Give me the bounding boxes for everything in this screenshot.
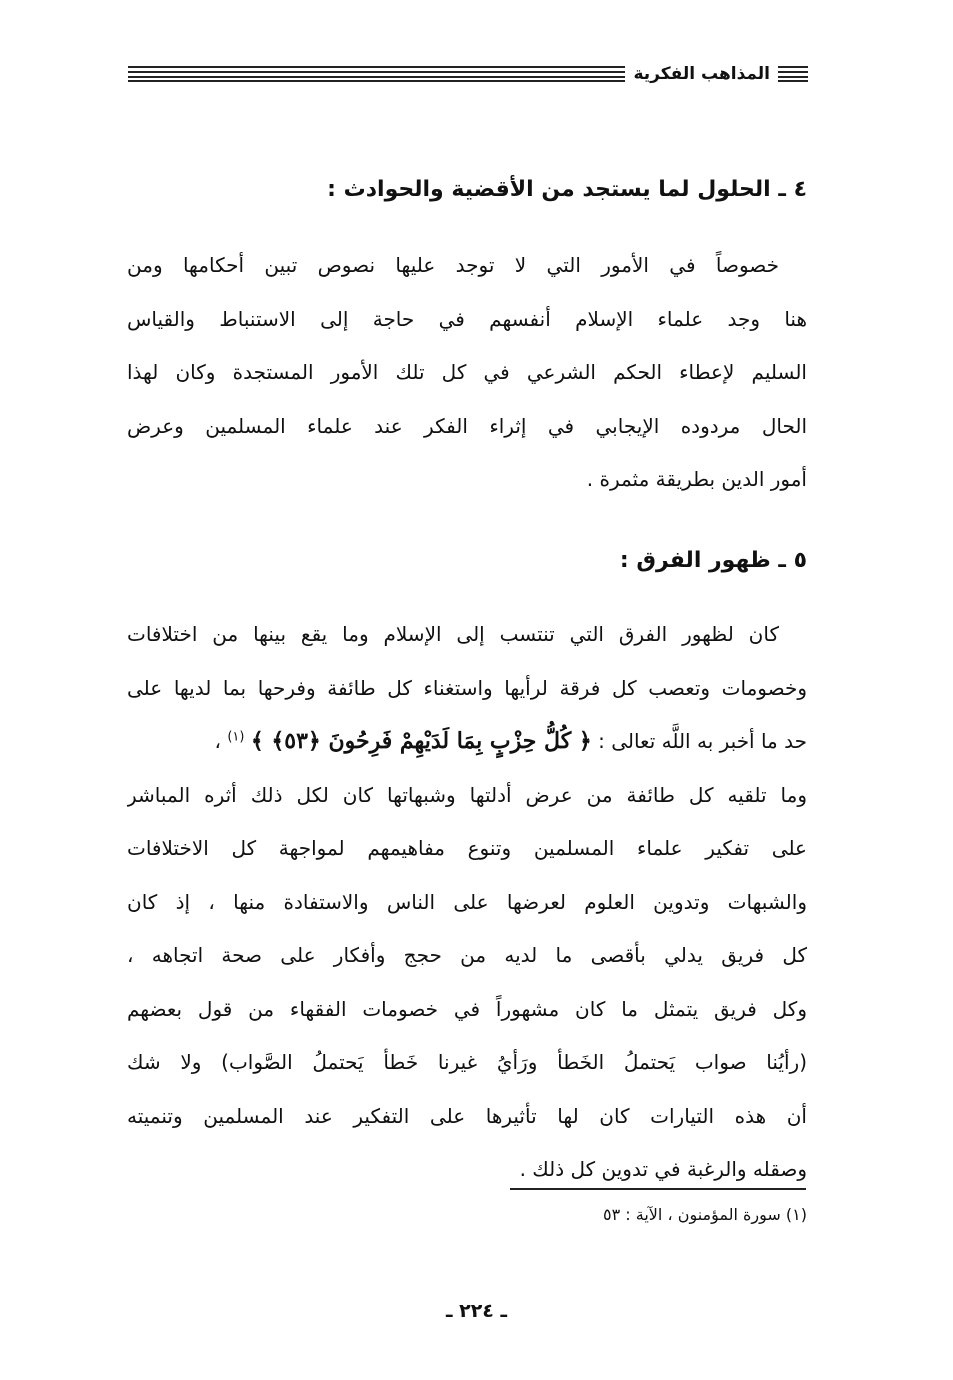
- ruled-lines-icon: [784, 66, 808, 82]
- section-5-heading: ٥ ـ ظهور الفرق :: [619, 548, 807, 573]
- paragraph-line: وخصومات وتعصب كل فرقة لرأيها واستغناء كل طائفة وفرحها بما لديها على: [127, 675, 807, 700]
- section-5: [127, 541, 807, 581]
- section-5-paragraph: [127, 608, 807, 1197]
- paragraph-line: (رأيُنا صواب يَحتملُ الخَطأ ورَأيُ غيرنا خَطأ يَحتملُ الصَّواب) ولا شك: [127, 1050, 807, 1074]
- paragraph-line: خصوصاً في الأمور التي لا توجد عليها نصوص تبين أحكامها ومن: [127, 253, 779, 277]
- paragraph-line: كان لظهور الفرق التي تنتسب إلى الإسلام وما يقع بينها من اختلافات: [127, 622, 779, 646]
- paragraph-line: وكل فريق يتمثل ما كان مشهوراً في خصومات الفقهاء من قول بعضهم: [127, 996, 807, 1021]
- paragraph-line: السليم لإعطاء الحكم الشرعي في كل تلك الأمور المستجدة وكان لهذا: [127, 360, 807, 384]
- section-4-paragraph: [127, 239, 807, 507]
- footnote-divider: [510, 1188, 806, 1190]
- paragraph-line-with-verse: [127, 715, 807, 769]
- paragraph-line: على تفكير علماء المسلمين وتنوع مفاهيمهم لمواجهة كل الاختلافات: [127, 836, 807, 860]
- paragraph-line: أن هذه التيارات كان لها تأثيرها على التفكير عند المسلمين وتنميته: [127, 1103, 807, 1128]
- verse-comma: ،: [214, 729, 221, 753]
- paragraph-line: وصقله والرغبة في تدوين كل ذلك .: [519, 1157, 807, 1181]
- paragraph-line: كل فريق يدلي بأقصى ما لديه من حجج وأفكار على صحة اتجاهه ،: [127, 943, 807, 967]
- paragraph-line: أمور الدين بطريقة مثمرة .: [586, 467, 807, 491]
- paragraph-line: والشبهات وتدوين العلوم لعرضها على الناس والاستفادة منها ، إذ كان: [127, 889, 807, 914]
- paragraph-line: وما تلقيه كل طائفة من عرض أدلتها وشبهاتها كان لكل ذلك أثره المباشر: [127, 782, 807, 807]
- running-header: [128, 62, 808, 88]
- section-4-heading: ٤ ـ الحلول لما يستجد من الأقضية والحوادث :: [327, 177, 807, 202]
- paragraph-line: الحال مردوده الإيجابي في إثراء الفكر عند علماء المسلمين وعرض: [127, 413, 807, 438]
- header-title: المذاهب الفكرية: [625, 62, 778, 86]
- section-4: [127, 170, 807, 210]
- page-number: ـ ٢٢٤ ـ: [445, 1300, 507, 1322]
- verse-intro: حد ما أخبر به اللَّه تعالى :: [598, 729, 807, 753]
- quran-verse: ﴿ كُلُّ حِزْبٍ بِمَا لَدَيْهِمْ فَرِحُونَ ﴿٥٣﴾ ﴾: [250, 728, 592, 754]
- footnote-marker: (١): [227, 729, 245, 745]
- paragraph-line: هنا وجد علماء الإسلام أنفسهم في حاجة إلى الاستنباط والقياس: [127, 306, 807, 331]
- footnote: (١) سورة المؤمنون ، الآية : ٥٣: [603, 1205, 807, 1224]
